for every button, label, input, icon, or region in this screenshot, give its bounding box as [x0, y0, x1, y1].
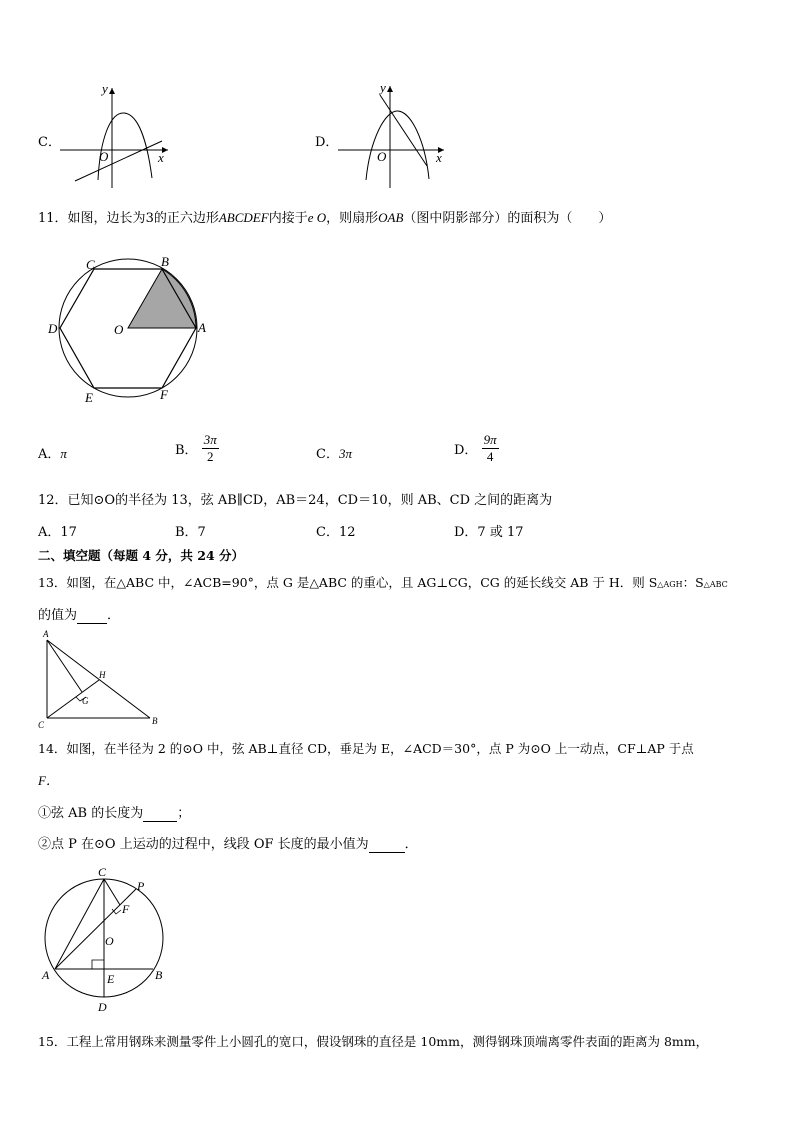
q13-answer-blank[interactable]: [77, 608, 107, 624]
q13-label-b: B: [152, 716, 158, 726]
q14-label-d: D: [98, 1000, 107, 1014]
q11-label-d: D: [48, 321, 58, 336]
q10d-x-label: x: [436, 150, 442, 165]
q14-question-line1-end: F．: [38, 773, 59, 788]
q11-option-d: D． $\frac{9\pi}{4}$: [454, 432, 497, 464]
q10c-y-label: y: [102, 81, 108, 96]
q14-label-b: B: [155, 968, 163, 982]
q12-question: 12．已知⊙O的半径为 13，弦 AB∥CD，AB＝24，CD＝10，则 AB、CD 之间的距离为: [38, 493, 553, 508]
q11-label-e: E: [85, 390, 93, 405]
q13-label-h: H: [99, 670, 106, 680]
q14-label-p: P: [137, 879, 145, 893]
q14-answer-blank-2[interactable]: [369, 837, 405, 853]
q12-option-b: B．7: [175, 525, 206, 540]
q14-subquestion-1: ①弦 AB 的长度为 ；: [38, 806, 191, 821]
q13-label-g: G: [82, 696, 89, 706]
q14-answer-blank-1[interactable]: [143, 806, 177, 822]
q11-label-o: O: [114, 322, 124, 337]
q14-label-f: F: [122, 902, 130, 916]
q13-label-c: C: [38, 720, 45, 730]
section-title: 二、填空题（每题 4 分，共 24 分）: [38, 548, 245, 563]
q14-label-a: A: [42, 968, 50, 982]
q14-label-c: C: [98, 865, 107, 879]
q11-option-c: C．3π: [316, 446, 352, 462]
q11-question: 11．如图，边长为3的正六边形ABCDEF内接于e O，则扇形OAB（图中阴影部分）的面积为（ ）: [38, 210, 612, 226]
q11-option-b: B． $\frac{3\pi}{2}$: [175, 432, 217, 464]
q12-option-a: A．17: [38, 525, 77, 540]
q10-choice-d-label: D．: [315, 135, 339, 150]
q11-label-c: C: [86, 257, 95, 272]
q11-option-a: A．π: [38, 446, 67, 462]
q11-label-a: A: [198, 320, 206, 335]
q12-option-d: D．7 或 17: [454, 525, 524, 540]
q10c-origin-label: O: [99, 149, 109, 164]
q13-question-line1: 13．如图，在△ABC 中，∠ACB=90°，点 G 是△ABC 的重心，且 AG⊥CG，CG 的延长线交 AB 于 H．则 S△AGH：S△ABC: [38, 575, 728, 590]
q15-question: 15．工程上常用钢珠来测量零件上小圆孔的宽口，假设钢珠的直径是 10mm，测得钢珠顶端离零件表面的距离为 8mm，: [38, 1034, 709, 1049]
q11-shaded-sector: [128, 269, 196, 328]
q11-label-f: F: [160, 387, 168, 402]
q10-choice-c-label: C．: [38, 135, 61, 150]
q14-question-line1: 14．如图，在半径为 2 的⊙O 中，弦 AB⊥直径 CD，垂足为 E，∠ACD＝30°，点 P 为⊙O 上一动点，CF⊥AP 于点: [38, 741, 694, 756]
q14-subquestion-2: ②点 P 在⊙O 上运动的过程中，线段 OF 长度的最小值为 ．: [38, 837, 418, 852]
q10c-x-label: x: [158, 150, 164, 165]
q14-label-e: E: [107, 972, 115, 986]
q10d-y-label: y: [380, 80, 386, 95]
q12-option-c: C．12: [316, 525, 356, 540]
q11-label-b: B: [161, 254, 169, 269]
q10d-origin-label: O: [377, 149, 387, 164]
q13-label-a: A: [43, 629, 49, 639]
q14-label-o: O: [105, 934, 114, 948]
q13-question-line2: 的值为 ．: [38, 608, 121, 623]
